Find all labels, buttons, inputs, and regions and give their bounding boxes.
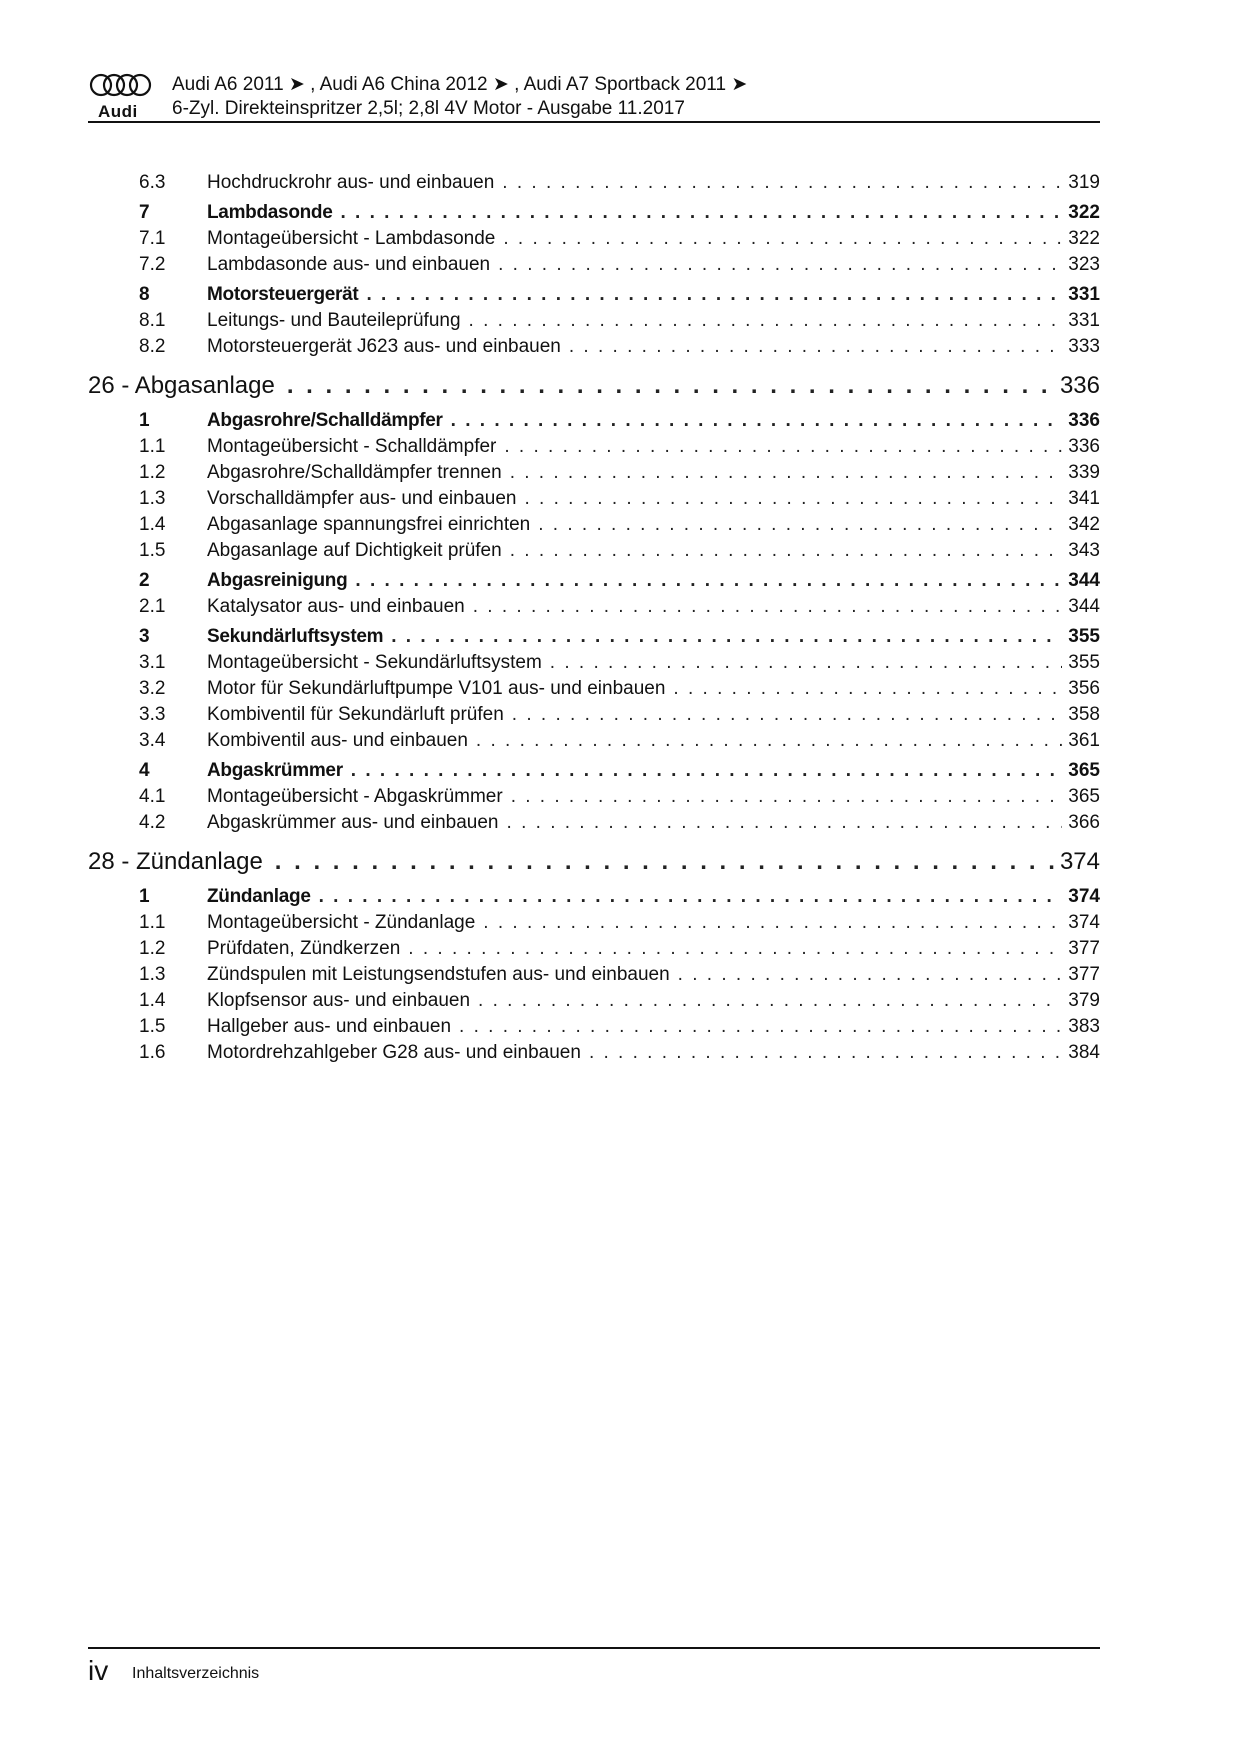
toc-item-row[interactable]: [88, 596, 1100, 622]
toc-entry-page: 344: [1068, 596, 1100, 617]
toc-item-row[interactable]: [88, 462, 1100, 488]
toc-item-row[interactable]: [88, 228, 1100, 254]
toc-entry-title: 26 - Abgasanlage: [88, 372, 275, 399]
toc-leader-dots: [451, 410, 1063, 432]
toc-leader-dots: [287, 372, 1054, 400]
toc-leader-dots: [510, 540, 1063, 562]
toc-entry-number: 3.1: [139, 652, 166, 673]
toc-entry-title: Abgasanlage spannungsfrei einrichten: [207, 514, 531, 535]
toc-leader-dots: [473, 596, 1063, 618]
toc-entry-page: 333: [1068, 336, 1100, 357]
toc-leader-dots: [478, 990, 1062, 1012]
toc-leader-dots: [498, 254, 1062, 276]
toc-leader-dots: [589, 1042, 1062, 1064]
toc-entry-title: Motordrehzahlgeber G28 aus- und einbauen: [207, 1042, 581, 1063]
toc-entry-page: 343: [1068, 540, 1100, 561]
toc-entry-title: Prüfdaten, Zündkerzen: [207, 938, 401, 959]
toc-entry-page: 377: [1068, 964, 1100, 985]
toc-item-row[interactable]: [88, 652, 1100, 678]
toc-entry-title: Abgasanlage auf Dichtigkeit prüfen: [207, 540, 502, 561]
toc-entry-page: 336: [1059, 372, 1100, 399]
toc-entry-page: 374: [1059, 848, 1100, 875]
toc-section-row[interactable]: [88, 570, 1100, 596]
toc-entry-number: 3.4: [139, 730, 166, 751]
toc-leader-dots: [476, 730, 1062, 752]
toc-entry-title: Abgasreinigung: [207, 570, 348, 591]
toc-entry-number: 8.2: [139, 336, 166, 357]
toc-leader-dots: [507, 812, 1063, 834]
toc-entry-title: Motor für Sekundärluftpumpe V101 aus- und einbauen: [207, 678, 666, 699]
toc-item-row[interactable]: [88, 912, 1100, 938]
toc-leader-dots: [538, 514, 1062, 536]
toc-entry-page: 365: [1068, 760, 1100, 781]
toc-entry-number: 8: [139, 284, 150, 305]
toc-entry-page: 365: [1068, 786, 1100, 807]
toc-entry-page: 355: [1068, 652, 1100, 673]
toc-entry-title: Montageübersicht - Sekundärluftsystem: [207, 652, 542, 673]
toc-entry-page: 342: [1068, 514, 1100, 535]
toc-entry-page: 322: [1068, 202, 1100, 223]
toc-entry-page: 358: [1068, 704, 1100, 725]
toc-item-row[interactable]: [88, 514, 1100, 540]
toc-entry-title: Kombiventil für Sekundärluft prüfen: [207, 704, 504, 725]
toc-entry-number: 3.3: [139, 704, 166, 725]
toc-leader-dots: [459, 1016, 1062, 1038]
toc-entry-title: Abgaskrümmer: [207, 760, 343, 781]
toc-entry-number: 1.2: [139, 462, 166, 483]
toc-leader-dots: [524, 488, 1062, 510]
toc-entry-title: Montageübersicht - Schalldämpfer: [207, 436, 497, 457]
toc-entry-number: 1.6: [139, 1042, 166, 1063]
toc-entry-page: 341: [1068, 488, 1100, 509]
toc-entry-page: 336: [1068, 410, 1100, 431]
audi-rings-icon: [88, 72, 152, 98]
toc-entry-title: Motorsteuergerät: [207, 284, 359, 305]
toc-entry-title: Abgaskrümmer aus- und einbauen: [207, 812, 499, 833]
header-divider: [88, 121, 1100, 123]
toc-entry-page: 336: [1068, 436, 1100, 457]
toc-entry-number: 2: [139, 570, 150, 591]
toc-entry-number: 4: [139, 760, 150, 781]
toc-leader-dots: [391, 626, 1062, 648]
toc-entry-title: Montageübersicht - Lambdasonde: [207, 228, 496, 249]
toc-entry-number: 7.2: [139, 254, 166, 275]
toc-entry-number: 1.2: [139, 938, 166, 959]
toc-entry-number: 1: [139, 410, 150, 431]
toc-entry-page: 374: [1068, 886, 1100, 907]
toc-entry-number: 1: [139, 886, 150, 907]
toc-section-row[interactable]: [88, 760, 1100, 786]
toc-entry-page: 374: [1068, 912, 1100, 933]
toc-item-row[interactable]: [88, 938, 1100, 964]
toc-leader-dots: [673, 678, 1062, 700]
toc-leader-dots: [512, 704, 1063, 726]
toc-item-row[interactable]: [88, 310, 1100, 336]
audi-logo: [88, 70, 158, 121]
toc-entry-number: 1.5: [139, 540, 166, 561]
toc-entry-title: Zündanlage: [207, 886, 311, 907]
toc-leader-dots: [469, 310, 1063, 332]
toc-section-row[interactable]: [88, 626, 1100, 652]
toc-entry-page: 361: [1068, 730, 1100, 751]
toc-entry-number: 3.2: [139, 678, 166, 699]
toc-entry-title: Sekundärluftsystem: [207, 626, 384, 647]
toc-entry-number: 4.2: [139, 812, 166, 833]
page-number: iv: [88, 1655, 109, 1686]
toc-item-row[interactable]: [88, 730, 1100, 756]
toc-section-row[interactable]: [88, 886, 1100, 912]
toc-item-row[interactable]: [88, 964, 1100, 990]
toc-entry-title: Kombiventil aus- und einbauen: [207, 730, 468, 751]
toc-entry-page: 379: [1068, 990, 1100, 1011]
toc-item-row[interactable]: [88, 704, 1100, 730]
toc-entry-number: 6.3: [139, 172, 166, 193]
toc-entry-number: 2.1: [139, 596, 166, 617]
toc-entry-title: Leitungs- und Bauteileprüfung: [207, 310, 461, 331]
toc-entry-number: 7.1: [139, 228, 166, 249]
toc-entry-page: 383: [1068, 1016, 1100, 1037]
toc-entry-page: 384: [1068, 1042, 1100, 1063]
toc-leader-dots: [504, 436, 1062, 458]
toc-entry-title: Hallgeber aus- und einbauen: [207, 1016, 452, 1037]
table-of-contents: [88, 172, 1100, 1068]
toc-entry-number: 7: [139, 202, 150, 223]
toc-leader-dots: [408, 938, 1062, 960]
toc-item-row[interactable]: [88, 540, 1100, 566]
toc-entry-number: 1.3: [139, 964, 166, 985]
toc-entry-number: 1.1: [139, 436, 166, 457]
toc-leader-dots: [502, 172, 1062, 194]
toc-entry-page: 331: [1068, 284, 1100, 305]
toc-item-row[interactable]: [88, 1042, 1100, 1068]
header-engine-edition: 6-Zyl. Direkteinspritzer 2,5l; 2,8l 4V Motor - Ausgabe 11.2017: [172, 98, 685, 119]
toc-entry-title: Klopfsensor aus- und einbauen: [207, 990, 471, 1011]
toc-entry-page: 331: [1068, 310, 1100, 331]
toc-item-row[interactable]: [88, 254, 1100, 280]
toc-item-row[interactable]: [88, 786, 1100, 812]
toc-section-row[interactable]: [88, 410, 1100, 436]
toc-leader-dots: [355, 570, 1062, 592]
toc-entry-title: Montageübersicht - Abgaskrümmer: [207, 786, 503, 807]
toc-item-row[interactable]: [88, 436, 1100, 462]
toc-leader-dots: [275, 848, 1054, 876]
toc-entry-page: 366: [1068, 812, 1100, 833]
toc-leader-dots: [569, 336, 1062, 358]
toc-entry-title: Montageübersicht - Zündanlage: [207, 912, 476, 933]
toc-leader-dots: [503, 228, 1062, 250]
toc-entry-number: 4.1: [139, 786, 166, 807]
toc-item-row[interactable]: [88, 678, 1100, 704]
toc-leader-dots: [341, 202, 1063, 224]
toc-entry-title: Abgasrohre/Schalldämpfer: [207, 410, 443, 431]
toc-entry-title: Katalysator aus- und einbauen: [207, 596, 465, 617]
toc-item-row[interactable]: [88, 990, 1100, 1016]
toc-entry-title: Vorschalldämpfer aus- und einbauen: [207, 488, 517, 509]
toc-entry-title: 28 - Zündanlage: [88, 848, 263, 875]
toc-entry-number: 1.3: [139, 488, 166, 509]
toc-leader-dots: [483, 912, 1062, 934]
toc-entry-title: Hochdruckrohr aus- und einbauen: [207, 172, 495, 193]
toc-entry-page: 323: [1068, 254, 1100, 275]
toc-entry-title: Lambdasonde: [207, 202, 333, 223]
page-footer: [88, 1647, 1100, 1686]
toc-entry-page: 355: [1068, 626, 1100, 647]
toc-entry-page: 339: [1068, 462, 1100, 483]
toc-leader-dots: [351, 760, 1063, 782]
toc-entry-page: 319: [1068, 172, 1100, 193]
toc-section-row[interactable]: [88, 284, 1100, 310]
toc-leader-dots: [319, 886, 1063, 908]
toc-section-row[interactable]: [88, 202, 1100, 228]
toc-entry-page: 377: [1068, 938, 1100, 959]
toc-entry-number: 1.4: [139, 514, 166, 535]
header-models: Audi A6 2011 ➤ , Audi A6 China 2012 ➤ , Audi A7 Sportback 2011 ➤: [172, 74, 748, 95]
toc-entry-title: Motorsteuergerät J623 aus- und einbauen: [207, 336, 561, 357]
toc-entry-number: 3: [139, 626, 150, 647]
toc-entry-title: Zündspulen mit Leistungsendstufen aus- und einbauen: [207, 964, 670, 985]
toc-entry-number: 1.4: [139, 990, 166, 1011]
toc-leader-dots: [510, 462, 1063, 484]
toc-item-row[interactable]: [88, 336, 1100, 362]
toc-entry-title: Abgasrohre/Schalldämpfer trennen: [207, 462, 502, 483]
toc-entry-page: 344: [1068, 570, 1100, 591]
toc-entry-number: 8.1: [139, 310, 166, 331]
footer-divider: [88, 1647, 1100, 1649]
toc-leader-dots: [511, 786, 1063, 808]
footer-label: Inhaltsverzeichnis: [132, 1665, 260, 1682]
toc-item-row[interactable]: [88, 812, 1100, 838]
toc-item-row[interactable]: [88, 488, 1100, 514]
toc-leader-dots: [678, 964, 1063, 986]
toc-item-row[interactable]: [88, 172, 1100, 198]
toc-leader-dots: [366, 284, 1062, 306]
toc-entry-number: 1.1: [139, 912, 166, 933]
toc-entry-page: 356: [1068, 678, 1100, 699]
toc-entry-title: Lambdasonde aus- und einbauen: [207, 254, 491, 275]
toc-chapter-row[interactable]: [88, 372, 1100, 406]
toc-item-row[interactable]: [88, 1016, 1100, 1042]
toc-entry-number: 1.5: [139, 1016, 166, 1037]
toc-entry-page: 322: [1068, 228, 1100, 249]
toc-leader-dots: [550, 652, 1063, 674]
toc-chapter-row[interactable]: [88, 848, 1100, 882]
audi-wordmark: Audi: [98, 102, 138, 121]
